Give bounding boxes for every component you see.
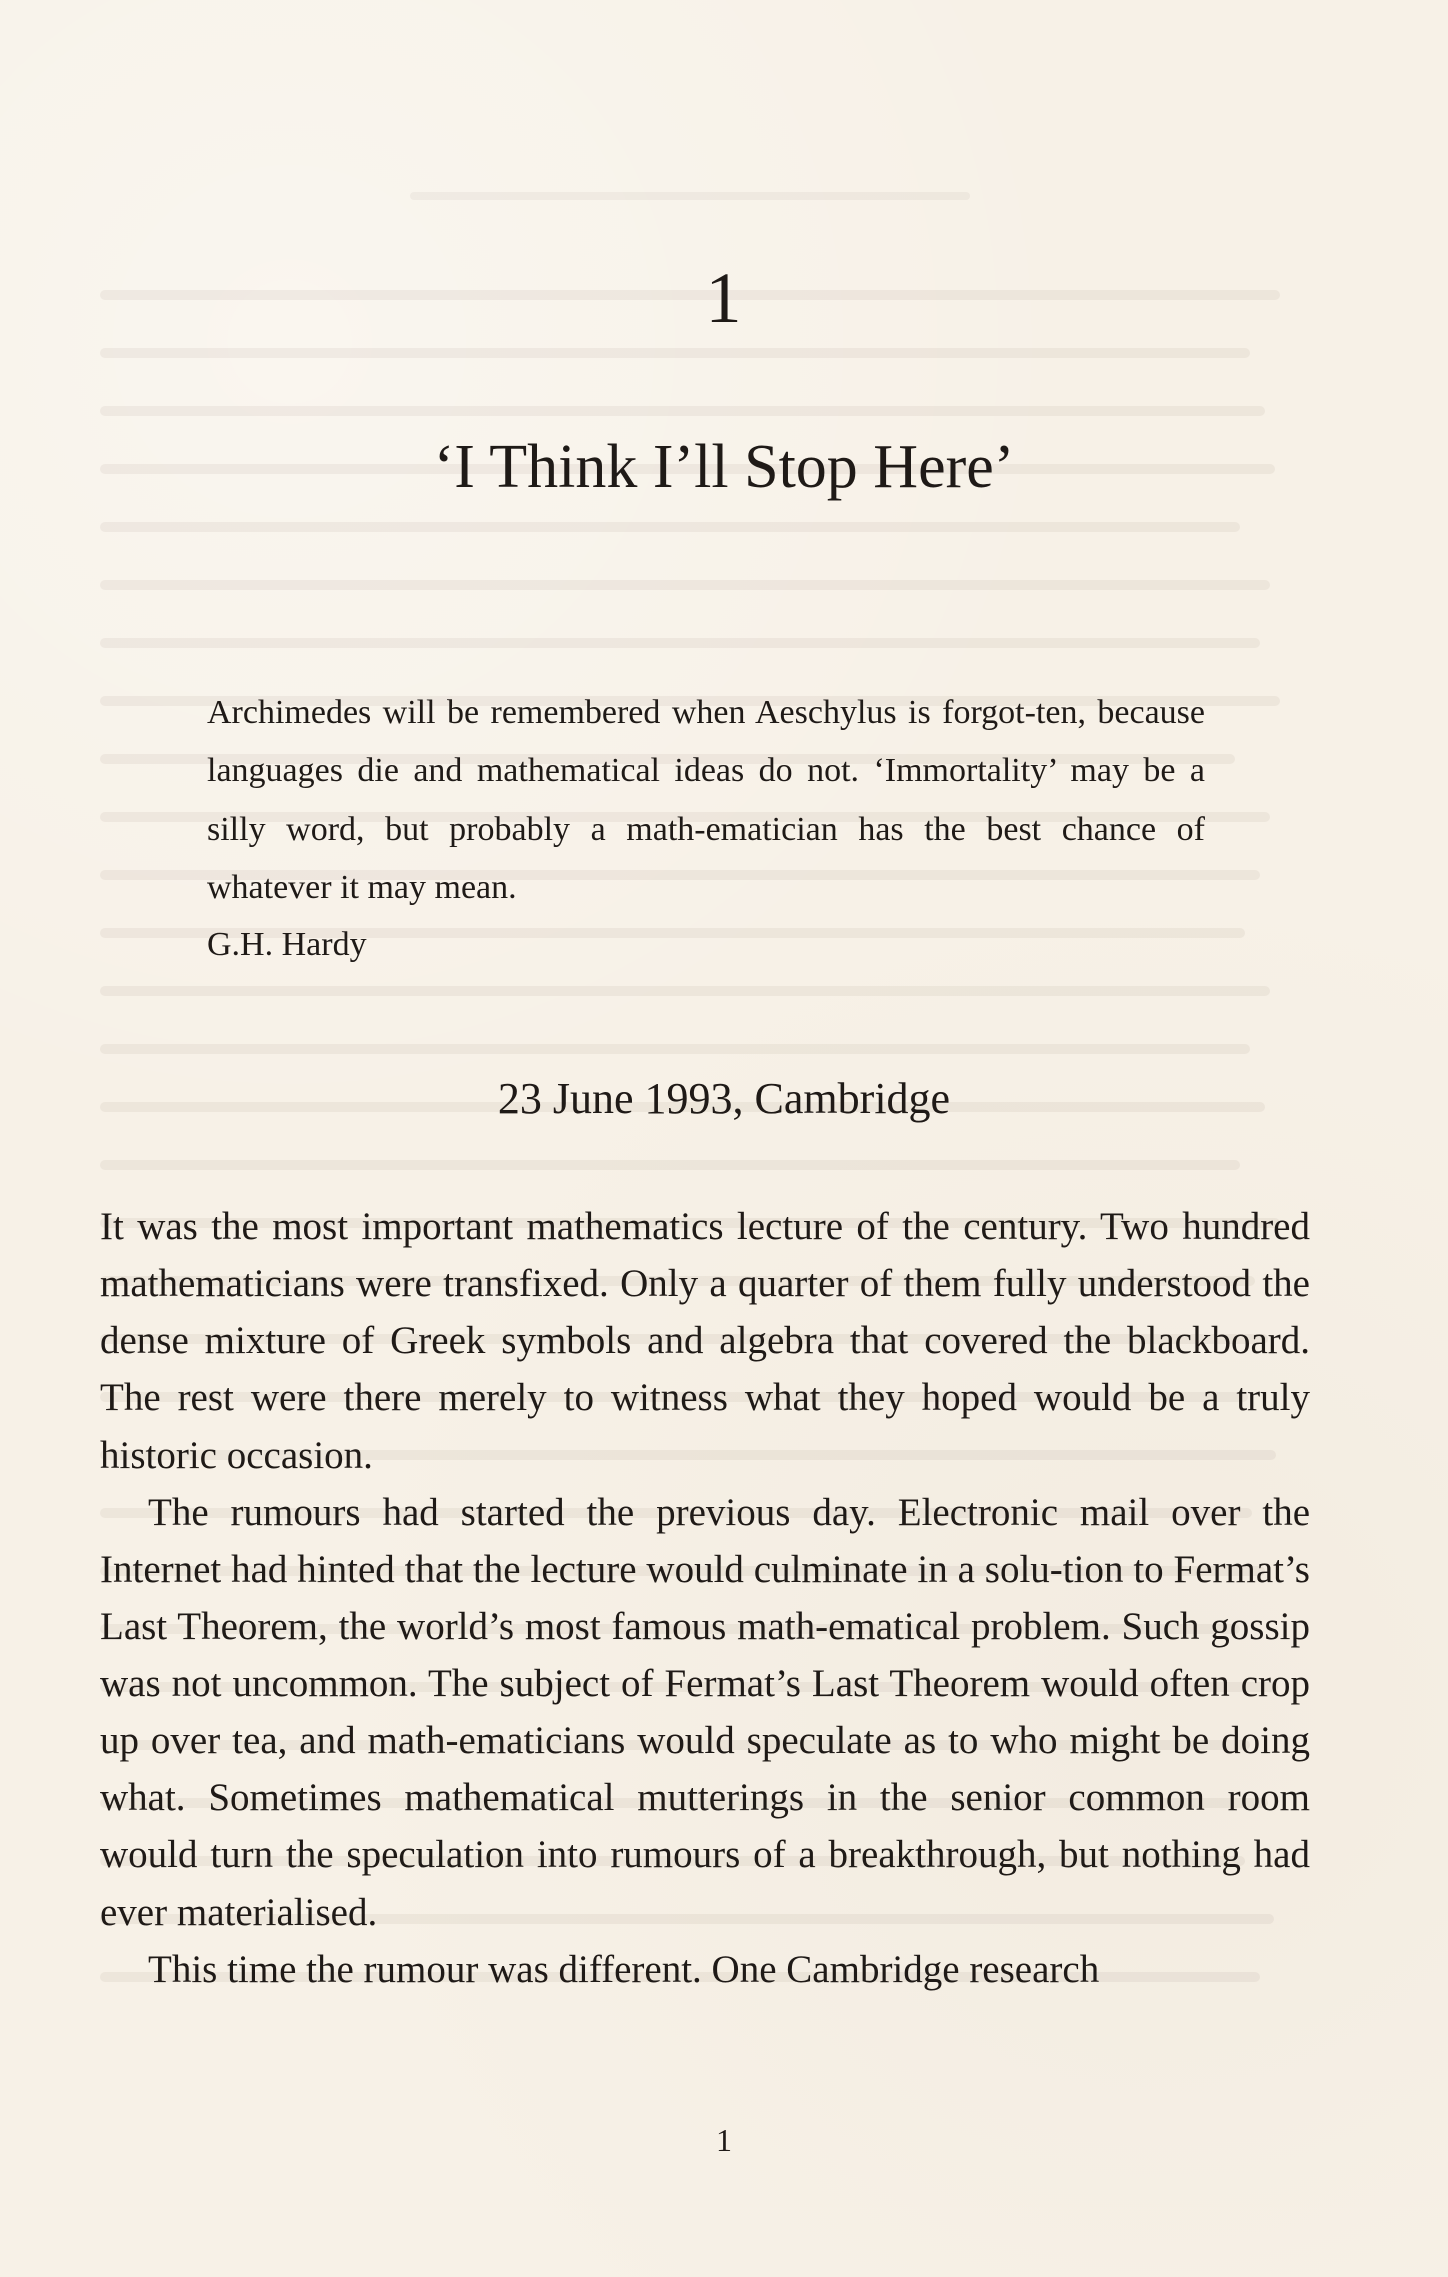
chapter-title: ‘I Think I’ll Stop Here’ <box>433 433 1015 501</box>
chapter-number: 1 <box>705 258 743 338</box>
bleed-through-line <box>100 406 1265 416</box>
bleed-through-header <box>410 192 970 200</box>
bleed-through-line <box>100 986 1270 996</box>
bleed-through-line <box>100 1044 1250 1054</box>
body-paragraph-2: The rumours had started the previous day. Electronic mail over the Internet had hinted that the lecture would culminate in a solu-tion to Fermat’s Last Theorem, the world’s most famous math-ematical problem. Such gossip was not uncommon. The subject of Fermat’s Last Theorem would often crop up over tea, and math-ematicians would speculate as to who might be doing what. Sometimes mathematical mutterings in the senior common room would turn the speculation into rumours of a breakthrough, but nothing had ever materialised. <box>100 1490 1310 1934</box>
bleed-through-line <box>100 348 1250 358</box>
bleed-through-line <box>100 1160 1240 1170</box>
bleed-through-line <box>100 638 1260 648</box>
epigraph-author: G.H. Hardy <box>207 925 367 963</box>
epigraph <box>207 684 1205 974</box>
page-number: 1 <box>716 2122 732 2158</box>
epigraph-quote: Archimedes will be remembered when Aeschylus is forgot-ten, because languages die and mathematical ideas do not. ‘Immortality’ may be a silly word, but probably a math-ematician has the best chance of whatever it may mean. <box>207 694 1205 907</box>
bleed-through-line <box>100 522 1240 532</box>
body-paragraph-1: It was the most important mathematics lecture of the century. Two hundred mathematicians were transfixed. Only a quarter of them fully understood the dense mixture of Greek symbols and algebra that covered the blackboard. The rest were there merely to witness what they hoped would be a truly historic occasion. <box>100 1205 1310 1477</box>
body-text <box>100 1198 1310 1998</box>
body-paragraph-3: This time the rumour was different. One Cambridge research <box>148 1947 1100 1991</box>
section-heading: 23 June 1993, Cambridge <box>497 1074 951 1123</box>
bleed-through-line <box>100 580 1270 590</box>
